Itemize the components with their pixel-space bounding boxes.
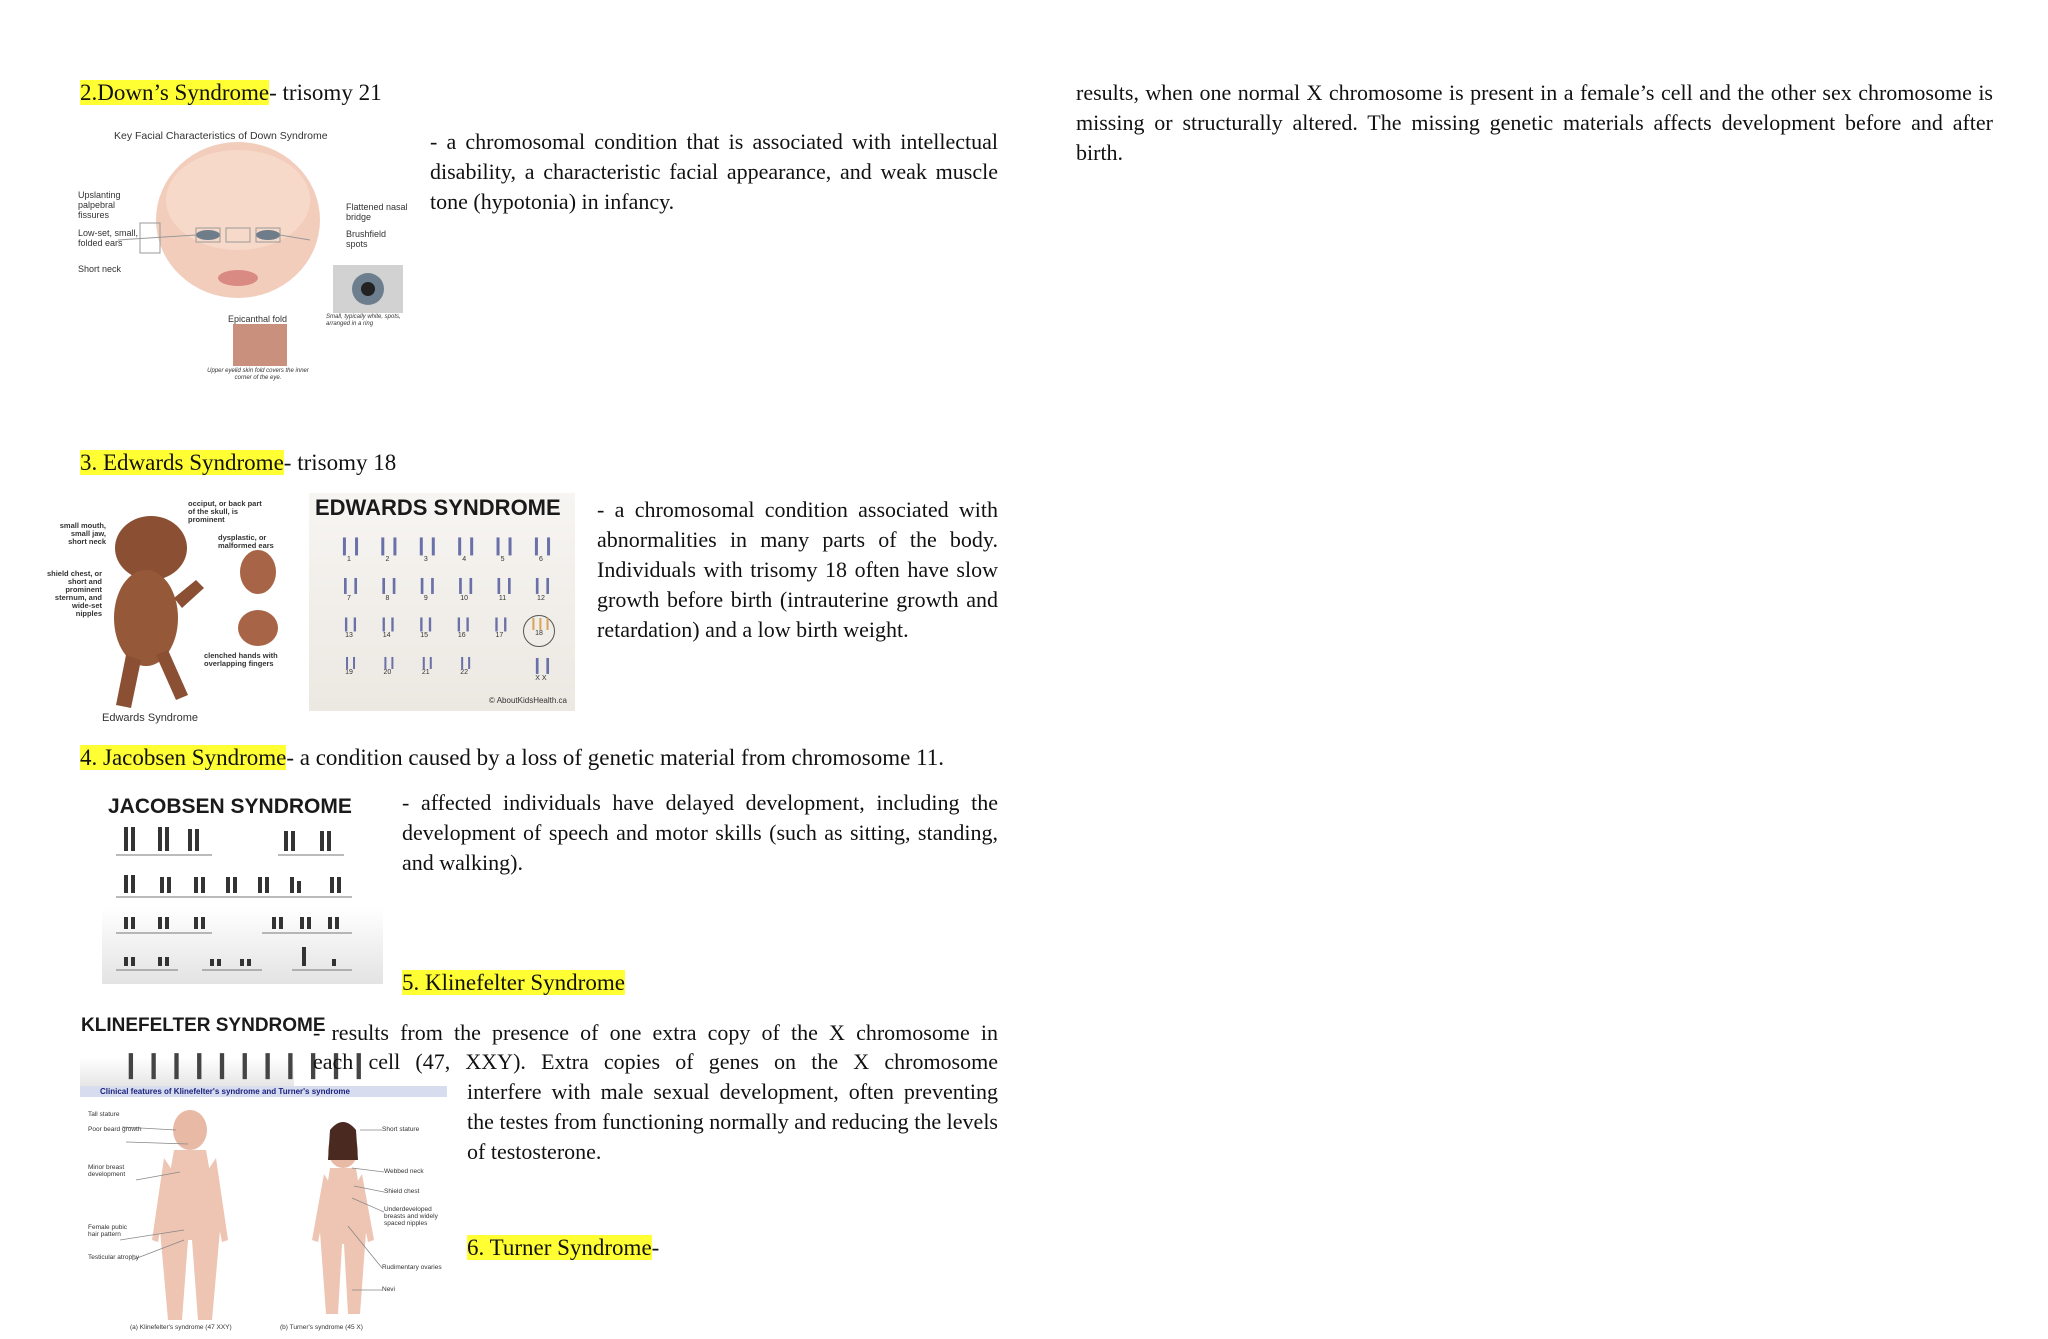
jacobsen-syndrome-title: 4. Jacobsen Syndrome <box>80 745 287 770</box>
edwards-baby-figure <box>46 500 286 728</box>
karyotype-pair: ❙❙ 12 <box>530 577 552 602</box>
jacobsen-karyotype-chromosomes <box>102 823 383 984</box>
turner-caption: (b) Turner's syndrome (45 X) <box>280 1324 363 1331</box>
klinefelter-desc-line-2: each cell (47, XXY). Extra copies of genes on the X chromosome <box>313 1049 998 1074</box>
karyotype-pair: ❙❙ 20 <box>380 655 395 676</box>
klinefelter-syndrome-title: 5. Klinefelter Syndrome <box>402 970 625 995</box>
edwards-label-chest: shield chest, or short and prominent sternum, and wide-set nipples <box>46 569 102 618</box>
edwards-credit: © AboutKidsHealth.ca <box>489 696 567 705</box>
edwards-label-ears: dysplastic, or malformed ears <box>218 533 274 550</box>
klinefelter-desc-line-1: - results from the presence of one extra copy of the X chromosome in <box>313 1020 998 1045</box>
edwards-syndrome-suffix: - trisomy 18 <box>283 450 397 475</box>
edwards-syndrome-description: - a chromosomal condition associated with abnormalities in many parts of the body. Individuals with trisomy 18 often have slow growth before birth (intrauterine growth and retardation) and a low birth weight. <box>597 497 998 642</box>
turner-syndrome-continuation: results, when one normal X chromosome is present in a female’s cell and the other sex chromosome is missing or structurally altered. The missing genetic materials affects development before and after birth. <box>1076 80 1993 165</box>
edwards-label-mouth: small mouth, small jaw, short neck <box>59 521 106 546</box>
edwards-figure-caption: Edwards Syndrome <box>102 712 198 724</box>
down-label-ears: Low-set, small, folded ears <box>78 228 139 248</box>
jacobsen-karyotype-figure <box>102 793 383 984</box>
klinefelter-label-beard: Poor beard growth <box>88 1126 142 1133</box>
karyotype-pair: ❙❙ 11 <box>492 577 513 602</box>
turner-label-breasts: Underdeveloped breasts and widely spaced nipples <box>384 1206 438 1227</box>
turner-label-webbed: Webbed neck <box>384 1168 424 1175</box>
klinefelter-chromosome-strip: ❙❙❙❙❙❙❙❙❙❙❙ <box>120 1049 371 1079</box>
turner-syndrome-title: 6. Turner Syndrome <box>467 1235 652 1260</box>
edwards-karyotype-title: EDWARDS SYNDROME <box>315 495 561 520</box>
turner-label-short: Short stature <box>382 1126 420 1133</box>
karyotype-row <box>335 655 555 695</box>
down-label-brushfield: Brushfield spots <box>346 229 387 249</box>
turner-syndrome-suffix: - <box>651 1235 660 1260</box>
karyotype-pair: ❙❙ 8 <box>376 577 398 602</box>
turner-label-shield: Shield chest <box>384 1188 420 1195</box>
turner-syndrome-heading <box>467 1233 659 1263</box>
klinefelter-karyotype-figure <box>80 1013 371 1093</box>
karyotype-sex-pair: ❙❙ X X <box>530 657 552 682</box>
klinefelter-label-tall: Tall stature <box>88 1111 120 1118</box>
down-figure-title: Key Facial Characteristics of Down Syndrome <box>114 130 328 142</box>
turner-label-ovaries: Rudimentary ovaries <box>382 1264 442 1271</box>
down-syndrome-figure <box>78 128 408 390</box>
karyotype-pair: ❙❙ 19 <box>341 655 357 676</box>
karyotype-row <box>335 575 555 615</box>
turner-label-nevi: Nevi <box>382 1286 396 1293</box>
karyotype-pair: ❙❙ 4 <box>452 535 477 563</box>
down-label-nasal: Flattened nasal bridge <box>346 202 408 222</box>
klinefelter-label-testicular: Testicular atrophy <box>88 1254 139 1261</box>
klinefelter-desc-rest: interfere with male sexual development, often preventing the testes from functioning normally and reducing the levels of testosterone. <box>467 1079 998 1164</box>
karyotype-pair: ❙❙ 6 <box>528 535 554 563</box>
karyotype-row <box>335 535 555 575</box>
clinical-features-banner: Clinical features of Klinefelter's syndrome and Turner's syndrome <box>80 1086 447 1097</box>
karyotype-empty-slot <box>489 655 517 695</box>
down-label-epicanthal: Epicanthal fold <box>228 314 288 324</box>
klinefelter-syndrome-heading <box>402 968 625 998</box>
edwards-karyotype-figure <box>309 493 575 711</box>
baby-face-illustration <box>78 128 408 390</box>
klinefelter-label-breast: Minor breast development <box>88 1164 126 1178</box>
jacobsen-syndrome-description: - affected individuals have delayed development, including the development of speech and motor skills (such as sitting, standing, and walking). <box>402 790 998 875</box>
trisomy-18-highlight: ❙❙❙ 18 <box>523 615 555 647</box>
karyotype-pair: ❙❙ 14 <box>377 615 396 639</box>
down-syndrome-heading <box>80 78 382 108</box>
karyotype-pair: ❙❙ 1 <box>336 535 362 563</box>
karyotype-pair: ❙❙ 16 <box>453 615 471 639</box>
karyotype-pair: ❙❙ 7 <box>338 577 360 602</box>
jacobsen-syndrome-suffix: - a condition caused by a loss of genetic material from chromosome 11. <box>286 745 944 770</box>
edwards-label-occiput: occiput, or back part of the skull, is prominent <box>188 499 262 524</box>
karyotype-pair: ❙❙ 15 <box>415 615 433 639</box>
down-syndrome-description: - a chromosomal condition that is associated with intellectual disability, a characteristic facial appearance, and weak muscle tone (hypotonia) in infancy. <box>430 129 998 214</box>
karyotype-pair: ❙❙ 22 <box>457 655 472 676</box>
karyotype-pair: ❙❙ 17 <box>490 615 509 639</box>
down-syndrome-title: 2.Down’s Syndrome <box>80 80 270 105</box>
down-label-neck: Short neck <box>78 264 122 274</box>
klinefelter-label-pubic: Female pubic hair pattern <box>88 1224 128 1238</box>
karyotype-pair: ❙❙ 9 <box>415 577 437 602</box>
down-syndrome-suffix: - trisomy 21 <box>269 80 382 105</box>
down-label-spots: Small, typically white, spots, arranged in a ring <box>326 314 401 327</box>
klinefelter-turner-figure <box>80 1086 447 1335</box>
jacobsen-karyotype-title: JACOBSEN SYNDROME <box>108 795 352 818</box>
down-label-eyelid: Upper eyelid skin fold covers the inner corner of the eye. <box>207 368 309 381</box>
edwards-label-hands: clenched hands with overlapping fingers <box>204 651 278 668</box>
karyotype-row <box>335 615 555 655</box>
jacobsen-syndrome-heading <box>80 743 944 773</box>
karyotype-pair: ❙❙ 2 <box>375 535 400 563</box>
down-label-upslanting: Upslanting palpebral fissures <box>78 190 121 220</box>
edwards-syndrome-title: 3. Edwards Syndrome <box>80 450 284 475</box>
karyotype-pair: ❙❙ 3 <box>413 535 438 563</box>
edwards-karyotype-grid <box>335 535 555 695</box>
karyotype-pair: ❙❙ 21 <box>418 655 433 676</box>
klinefelter-karyotype-title: KLINEFELTER SYNDROME <box>81 1015 326 1036</box>
karyotype-pair: ❙❙ 13 <box>340 615 358 639</box>
klinefelter-caption: (a) Klinefelter's syndrome (47 XXY) <box>130 1324 232 1331</box>
karyotype-pair: ❙❙ 5 <box>490 535 515 563</box>
edwards-syndrome-heading <box>80 448 396 478</box>
karyotype-pair: ❙❙ 10 <box>453 577 475 602</box>
